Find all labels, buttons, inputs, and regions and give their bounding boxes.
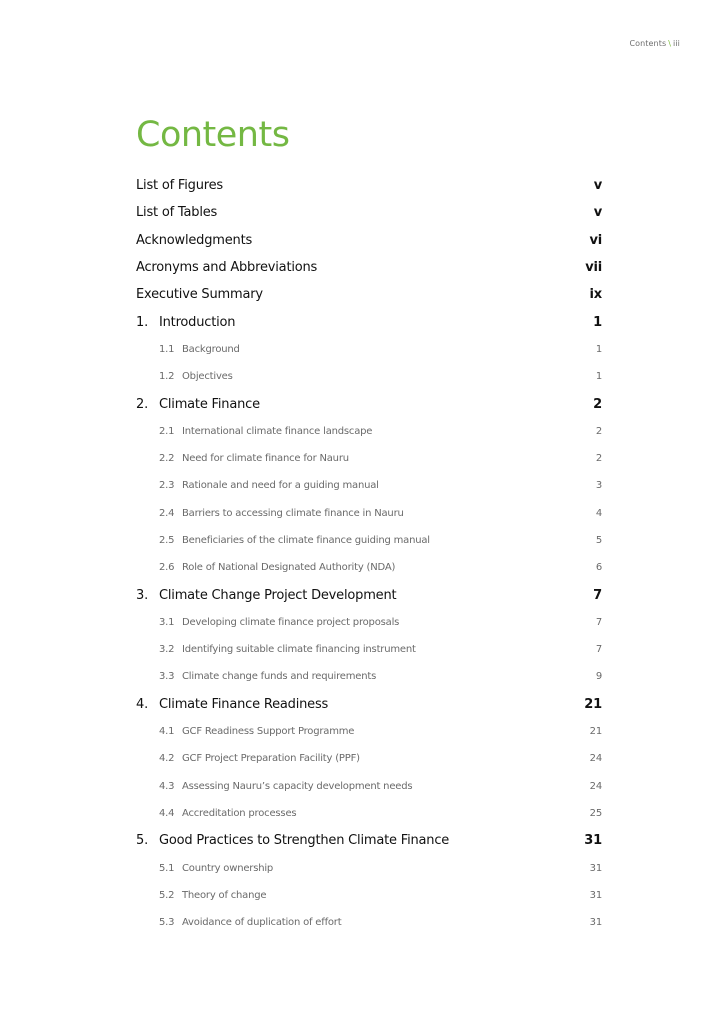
toc-entry[interactable]: [136, 254, 602, 281]
toc-entry-number: 2.: [136, 396, 149, 412]
toc-entry-label: Objectives: [182, 371, 233, 383]
toc-entry[interactable]: [136, 281, 602, 308]
toc-entry-number: 2.2: [159, 453, 175, 465]
toc-subentry[interactable]: [136, 418, 602, 445]
toc-subentry[interactable]: [136, 609, 602, 636]
toc-entry-label: Introduction: [159, 314, 236, 330]
toc-entry-label: Acronyms and Abbreviations: [136, 260, 318, 276]
toc-entry-page-number: 6: [595, 562, 602, 574]
toc-entry-page-number: 1: [595, 371, 602, 383]
toc-entry-number: 1.1: [159, 343, 175, 355]
toc-entry-page-number: 21: [589, 726, 602, 738]
toc-entry-page-number: vi: [589, 232, 602, 248]
toc-entry-page-number: 5: [595, 535, 602, 546]
toc-entry-label: Theory of change: [182, 889, 267, 901]
toc-entry-label: Beneficiaries of the climate finance guiding manual: [182, 535, 430, 546]
toc-entry-page-number: 31: [584, 833, 602, 849]
toc-entry-number: 2.6: [159, 562, 175, 574]
toc-entry-label: Climate Change Project Development: [159, 587, 397, 603]
toc-entry-label: GCF Readiness Support Programme: [182, 726, 355, 738]
toc-subentry[interactable]: [136, 527, 602, 554]
toc-subentry[interactable]: [136, 663, 602, 690]
toc-entry-label: Background: [182, 343, 240, 355]
toc-entry[interactable]: [136, 390, 602, 417]
toc-entry-number: 1.: [136, 314, 149, 330]
page-title: Contents: [136, 115, 290, 155]
toc-subentry[interactable]: [136, 636, 602, 663]
toc-entry-label: List of Figures: [136, 178, 223, 194]
toc-subentry[interactable]: [136, 745, 602, 772]
toc-entry-label: List of Tables: [136, 205, 218, 221]
toc-entry[interactable]: [136, 227, 602, 254]
toc-entry-label: Country ownership: [182, 862, 274, 874]
toc-entry-label: Executive Summary: [136, 287, 263, 303]
toc-entry-label: Accreditation processes: [182, 807, 297, 819]
toc-entry[interactable]: [136, 308, 602, 335]
running-header-section: Contents: [629, 39, 667, 48]
toc-entry-label: Barriers to accessing climate finance in Nauru: [182, 507, 404, 519]
toc-entry-label: Good Practices to Strengthen Climate Finance: [159, 833, 450, 849]
toc-subentry[interactable]: [136, 909, 602, 936]
toc-entry-page-number: 2: [595, 425, 602, 437]
toc-entry[interactable]: [136, 199, 602, 226]
toc-entry-page-number: 21: [584, 696, 602, 712]
toc-entry-number: 1.2: [159, 371, 175, 383]
toc-entry-page-number: 7: [595, 644, 602, 656]
toc-entry-label: Need for climate finance for Nauru: [182, 453, 349, 465]
toc-entry-number: 3.1: [159, 616, 175, 628]
toc-entry-number: 3.: [136, 587, 149, 603]
toc-entry-page-number: 1: [595, 343, 602, 355]
toc-entry-page-number: 24: [589, 753, 602, 765]
toc-entry-label: Assessing Nauru’s capacity development needs: [182, 780, 413, 792]
toc-entry-page-number: ix: [589, 287, 602, 303]
toc-entry-page-number: 3: [595, 480, 602, 492]
toc-entry-number: 5.3: [159, 917, 175, 929]
running-header-separator: \: [668, 39, 672, 48]
toc-entry-label: Developing climate finance project proposals: [182, 616, 400, 628]
toc-entry-number: 4.: [136, 696, 149, 712]
toc-subentry[interactable]: [136, 363, 602, 390]
toc-subentry[interactable]: [136, 773, 602, 800]
toc-entry-label: Rationale and need for a guiding manual: [182, 480, 379, 492]
toc-entry-label: Acknowledgments: [136, 232, 253, 248]
toc-entry-label: Identifying suitable climate financing instrument: [182, 644, 416, 656]
toc-entry-page-number: 7: [593, 587, 602, 603]
toc-entry-label: Role of National Designated Authority (NDA): [182, 562, 396, 574]
running-header: [629, 39, 680, 48]
toc-entry-label: Avoidance of duplication of effort: [182, 917, 342, 929]
toc-entry[interactable]: [136, 581, 602, 608]
toc-entry-page-number: 31: [589, 917, 602, 929]
running-header-page-number: iii: [673, 39, 680, 48]
toc-entry[interactable]: [136, 691, 602, 718]
toc-entry-page-number: 31: [589, 862, 602, 874]
toc-subentry[interactable]: [136, 800, 602, 827]
toc-entry-page-number: 9: [595, 671, 602, 683]
toc-entry-number: 4.2: [159, 753, 175, 765]
toc-subentry[interactable]: [136, 882, 602, 909]
toc-entry-number: 2.1: [159, 425, 175, 437]
table-of-contents: [136, 172, 602, 936]
toc-subentry[interactable]: [136, 500, 602, 527]
toc-entry-number: 5.1: [159, 862, 175, 874]
toc-entry-number: 3.3: [159, 671, 175, 683]
toc-entry-page-number: 24: [589, 780, 602, 792]
toc-entry-page-number: v: [593, 205, 602, 221]
toc-entry-number: 2.4: [159, 507, 175, 519]
toc-entry-label: Climate Finance Readiness: [159, 696, 329, 712]
toc-subentry[interactable]: [136, 472, 602, 499]
toc-entry-number: 3.2: [159, 644, 175, 656]
toc-entry-number: 2.3: [159, 480, 175, 492]
toc-entry-page-number: v: [593, 178, 602, 194]
toc-entry-page-number: 31: [589, 889, 602, 901]
toc-entry-page-number: vii: [585, 260, 602, 276]
toc-entry-page-number: 1: [593, 314, 602, 330]
toc-entry-number: 2.5: [159, 535, 175, 546]
toc-entry-label: Climate change funds and requirements: [182, 671, 377, 683]
toc-entry-page-number: 7: [595, 616, 602, 628]
toc-entry-page-number: 25: [589, 807, 602, 819]
toc-entry-number: 4.4: [159, 807, 175, 819]
toc-entry-label: International climate finance landscape: [182, 425, 373, 437]
toc-subentry[interactable]: [136, 718, 602, 745]
toc-entry-label: Climate Finance: [159, 396, 260, 412]
toc-entry-page-number: 4: [595, 507, 602, 519]
toc-entry-number: 5.2: [159, 889, 175, 901]
toc-entry-page-number: 2: [593, 396, 602, 412]
toc-entry[interactable]: [136, 827, 602, 854]
toc-entry-number: 4.3: [159, 780, 175, 792]
toc-subentry[interactable]: [136, 445, 602, 472]
toc-entry-label: GCF Project Preparation Facility (PPF): [182, 753, 360, 765]
toc-subentry[interactable]: [136, 554, 602, 581]
toc-entry-number: 5.: [136, 833, 149, 849]
toc-entry[interactable]: [136, 172, 602, 199]
toc-subentry[interactable]: [136, 854, 602, 881]
toc-entry-page-number: 2: [595, 453, 602, 465]
toc-subentry[interactable]: [136, 336, 602, 363]
toc-entry-number: 4.1: [159, 726, 175, 738]
